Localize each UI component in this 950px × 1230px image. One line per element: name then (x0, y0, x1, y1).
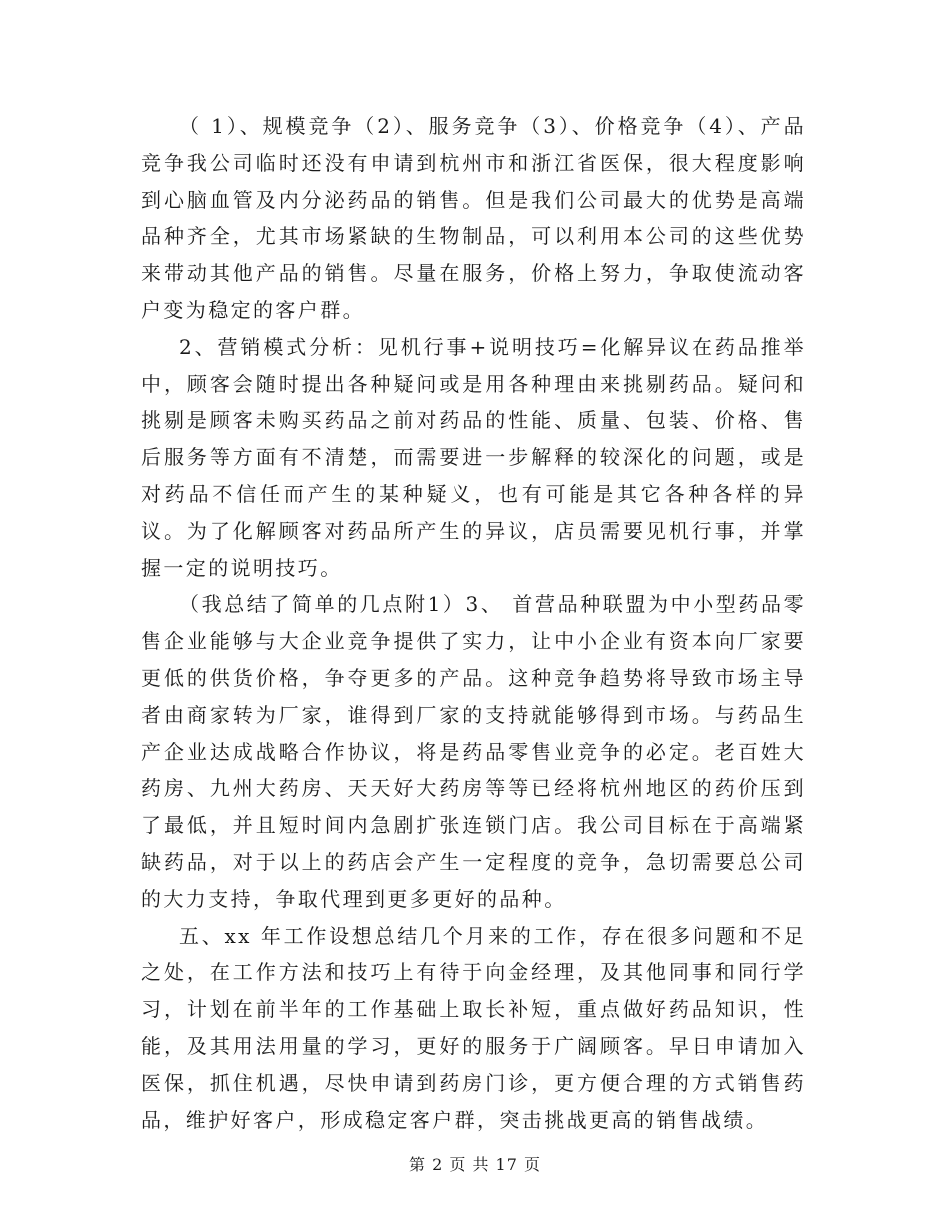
paragraph-competition: （ 1）、规模竞争（2）、服务竞争（3）、价格竞争（4）、产品竞争我公司临时还没有申请到杭州市和浙江省医保，很大程度影响到心脑血管及内分泌药品的销售。但是我们公司最大的优势是高端品种齐全，尤其市场紧缺的生物制品，可以利用本公司的这些优势来带动其他产品的销售。尽量在服务，价格上努力，争取使流动客户变为稳定的客户群。 (141, 114, 806, 322)
paragraph-work-plan: 五、xx 年工作设想总结几个月来的工作，存在很多问题和不足之处，在工作方法和技巧上有待于向金经理，及其他同事和同行学习，计划在前半年的工作基础上取长补短，重点做好药品知识，性能，及其用法用量的学习，更好的服务于广阔顾客。早日申请加入医保，抓住机遇，尽快申请到药房门诊，更方便合理的方式销售药品，维护好客户，形成稳定客户群，突击挑战更高的销售战绩。 (141, 923, 806, 1132)
paragraph-alliance: （我总结了简单的几点附1）3、 首营品种联盟为中小型药品零售企业能够与大企业竞争提供了实力，让中小企业有资本向厂家要更低的供货价格，争夺更多的产品。这种竞争趋势将导致市场主导者由商家转为厂家，谁得到厂家的支持就能够得到市场。与药品生产企业达成战略合作协议，将是药品零售业竞争的必定。老百姓大药房、九州大药房、天天好大药房等等已经将杭州地区的药价压到了最低，并且短时间内急剧扩张连锁门店。我公司目标在于高端紧缺药品，对于以上的药店会产生一定程度的竞争，急切需要总公司的大力支持，争取代理到更多更好的品种。 (141, 592, 806, 911)
document-body (141, 108, 806, 1138)
paragraph-marketing-model: 2、营销模式分析：见机行事+说明技巧=化解异议在药品推举中，顾客会随时提出各种疑问或是用各种理由来挑剔药品。疑问和挑剔是顾客未购买药品之前对药品的性能、质量、包装、价格、售后服务等方面有不清楚，而需要进一步解释的较深化的问题，或是对药品不信任而产生的某种疑义，也有可能是其它各种各样的异议。为了化解顾客对药品所产生的异议，店员需要见机行事，并掌握一定的说明技巧。 (141, 334, 806, 580)
page-number-text: 第 2 页 共 17 页 (409, 1155, 541, 1174)
page-number-footer (0, 1154, 950, 1176)
